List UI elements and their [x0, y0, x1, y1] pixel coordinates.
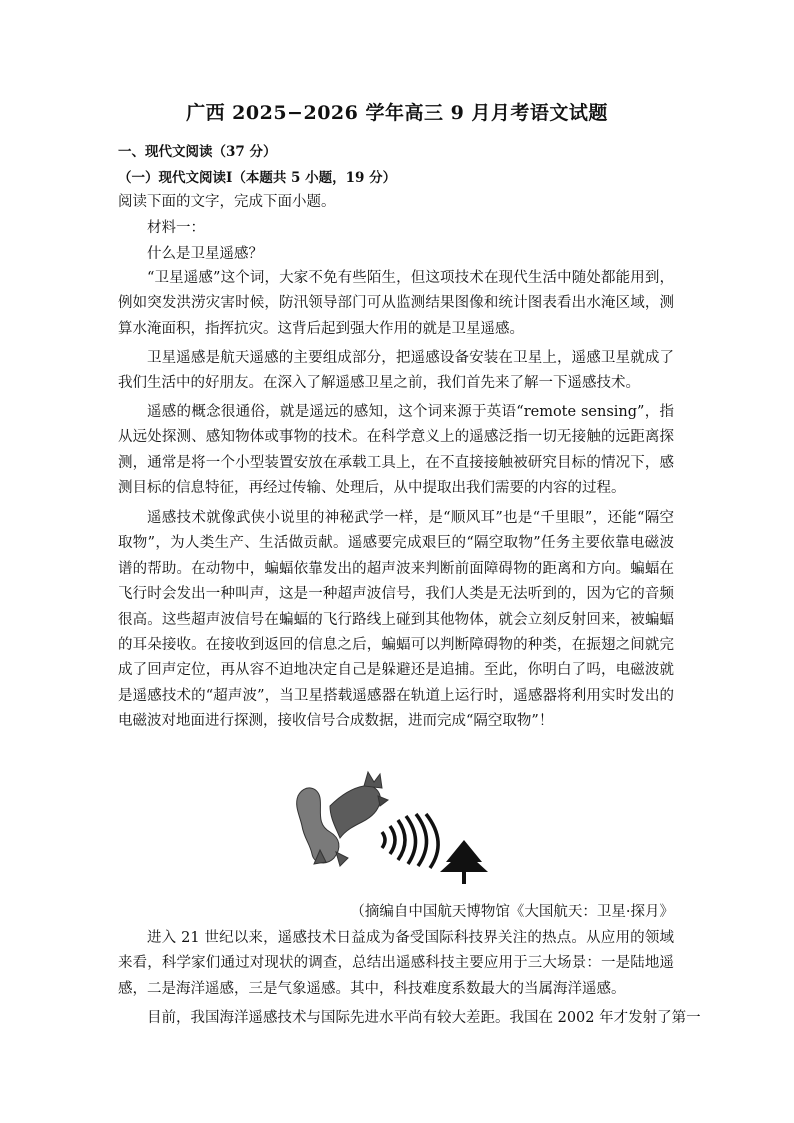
subsection-heading: （一）现代文阅读Ⅰ（本题共 5 小题，19 分）	[118, 170, 397, 186]
instruction-text: 阅读下面的文字，完成下面小题。	[118, 194, 336, 210]
paragraph: 目前，我国海洋遥感技术与国际先进水平尚有较大差距。我国在 2002 年才发射了第一	[147, 1010, 701, 1026]
paragraph: 遥感的概念很通俗，就是遥远的感知，这个词来源于英语“remote sensing”，指从远处探测、感知物体或事物的技术。在科学意义上的遥感泛指一切无接触的远距离探测，通常是将一个小型装置安放在承载工具上，在不直接接触被研究目标的情况下，感测目标的信息特征，再经过传输、处理后，从中提取出我们需要的内容的过程。	[118, 404, 674, 497]
question-heading: 什么是卫星遥感？	[147, 246, 263, 262]
bat-echolocation-illustration	[290, 766, 500, 888]
material-label: 材料一：	[147, 220, 205, 236]
section-heading: 一、现代文阅读（37 分）	[118, 144, 277, 160]
paragraph: 卫星遥感是航天遥感的主要组成部分，把遥感设备安装在卫星上，遥感卫星就成了我们生活中的好朋友。在深入了解遥感卫星之前，我们首先来了解一下遥感技术。	[118, 350, 674, 392]
page-title: 广西 2025−2026 学年高三 9 月月考语文试题	[186, 102, 608, 124]
paragraph: 进入 21 世纪以来，遥感技术日益成为备受国际科技界关注的热点。从应用的领域来看，科学家们通过对现状的调查，总结出遥感科技主要应用于三大场景：一是陆地遥感，二是海洋遥感，三是气象遥感。其中，科技难度系数最大的当属海洋遥感。	[118, 930, 674, 997]
sound-wave-icon	[382, 814, 438, 868]
paragraph: 遥感技术就像武侠小说里的神秘武学一样，是“顺风耳”也是“千里眼”，还能“隔空取物”，为人类生产、生活做贡献。遥感要完成艰巨的“隔空取物”任务主要依靠电磁波谱的帮助。在动物中，蝙蝠依靠发出的超声波来判断前面障碍物的距离和方向。蝙蝠在飞行时会发出一种叫声，这是一种超声波信号，我们人类是无法听到的，因为它的音频很高。这些超声波信号在蝙蝠的飞行路线上碰到其他物体，就会立刻反射回来，被蝙蝠的耳朵接收。在接收到返回的信息之后，蝙蝠可以判断障碍物的种类，在振翅之间就完成了回声定位，再从容不迫地决定自己是躲避还是追捕。至此，你明白了吗，电磁波就是遥感技术的“超声波”，当卫星搭载遥感器在轨道上运行时，遥感器将利用实时发出的电磁波对地面进行探测，接收信号合成数据，进而完成“隔空取物”！	[118, 510, 674, 730]
source-caption: （摘编自中国航天博物馆《大国航天：卫星·探月》	[350, 904, 674, 920]
tree-icon	[440, 840, 488, 884]
paragraph: “卫星遥感”这个词，大家不免有些陌生，但这项技术在现代生活中随处都能用到，例如突发洪涝灾害时候，防汛领导部门可从监测结果图像和统计图表看出水淹区域，测算水淹面积，指挥抗灾。这背后起到强大作用的就是卫星遥感。	[118, 270, 674, 337]
bat-icon	[297, 772, 388, 866]
